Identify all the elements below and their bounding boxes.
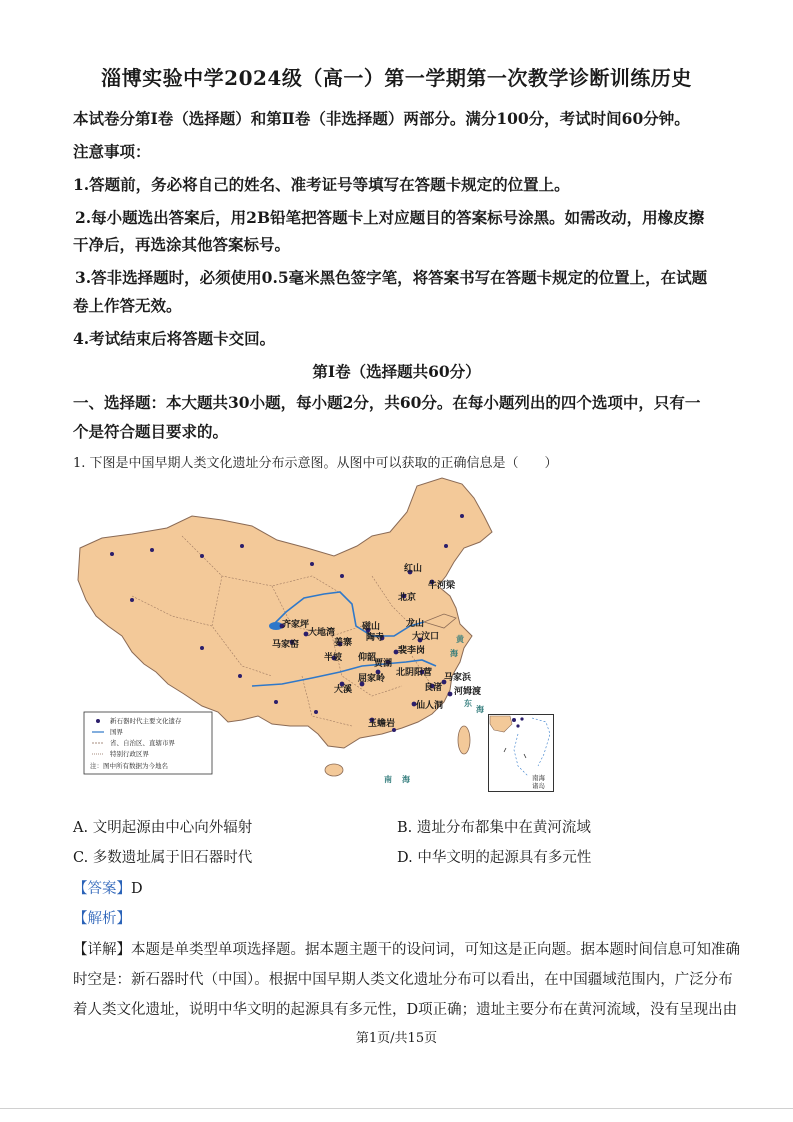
legend-entry: 省、自治区、直辖市界 (110, 739, 175, 747)
page-title: 淄博实验中学2024级（高一）第一学期第一次教学诊断训练历史 (101, 66, 692, 90)
legend-entry: 国界 (110, 728, 123, 736)
legend-entry: 注：图中所有数据为今地名 (90, 762, 168, 770)
site-marker (150, 548, 154, 552)
south-china-sea-inset (488, 714, 554, 792)
site-label: 良渚 (424, 683, 443, 693)
site-label: 红山 (404, 564, 423, 574)
hainan-island (325, 764, 343, 776)
site-marker (130, 598, 134, 602)
site-label: 大溪 (334, 685, 353, 695)
sea-label: 海 (450, 649, 458, 658)
sea-label: 海 (476, 705, 484, 714)
exam-intro: 本试卷分第Ⅰ卷（选择题）和第Ⅱ卷（非选择题）两部分。满分100分，考试时间60分钟。 (73, 109, 690, 128)
answer-value: D (131, 881, 143, 897)
sea-label: 东 (464, 699, 472, 708)
site-label: 龙山 (406, 619, 425, 629)
answer-tag: 【答案】 (73, 881, 131, 897)
site-marker (340, 574, 344, 578)
inset-label: 南海 (532, 774, 545, 782)
notice-line: 卷上作答无效。 (73, 296, 182, 315)
site-label: 河姆渡 (454, 687, 482, 697)
sea-label: 海 (402, 775, 410, 784)
site-marker (200, 646, 204, 650)
question-stem: 1. 下图是中国早期人类文化遗址分布示意图。从图中可以获取的正确信息是（ ） (73, 456, 558, 471)
site-marker (110, 552, 114, 556)
site-marker (314, 710, 318, 714)
site-label: 北京 (398, 593, 417, 603)
answer-line (73, 877, 143, 898)
page-footer: 第1页/共15页 (355, 1031, 438, 1046)
inset-label: 诸岛 (532, 782, 545, 790)
site-label: 磁山 (362, 622, 381, 632)
sea-label: 黄 (456, 635, 464, 644)
site-label: 裴李岗 (398, 646, 426, 656)
analysis-tag: 【解析】 (73, 911, 131, 927)
taiwan-island (458, 726, 470, 754)
site-marker (444, 544, 448, 548)
site-label: 牛河梁 (428, 581, 456, 591)
site-label: 陶寺 (366, 633, 385, 643)
site-label: 半坡 (324, 653, 343, 663)
site-label: 大汶口 (412, 632, 440, 642)
notice-line: 2.每小题选出答案后，用2B铅笔把答题卡上对应题目的答案标号涂黑。如需改动，用橡皮擦 (75, 208, 705, 227)
site-marker (274, 700, 278, 704)
option-c: C. 多数遗址属于旧石器时代 (73, 850, 253, 866)
map-legend (84, 712, 212, 774)
site-label: 仰韶 (358, 653, 377, 663)
option-a: A. 文明起源由中心向外辐射 (73, 820, 253, 836)
notice-line: 3.答非选择题时，必须使用0.5毫米黑色签字笔，将答案书写在答题卡规定的位置上，在试题 (75, 268, 708, 287)
detail-line: 着人类文化遗址，说明中华文明的起源具有多元性，D项正确；遗址主要分布在黄河流域，没有呈现出由 (73, 1002, 738, 1018)
site-label: 马家窑 (272, 640, 300, 650)
site-marker (240, 544, 244, 548)
detail-line: 【详解】本题是单类型单项选择题。据本题主题干的设问词，可知这是正向题。据本题时间信息可知准确 (73, 942, 740, 958)
site-marker (460, 514, 464, 518)
option-d: D. 中华文明的起源具有多元性 (397, 850, 592, 866)
site-label: 贾湖 (374, 659, 393, 669)
site-label: 马家浜 (444, 673, 472, 683)
notice-line: 4.考试结束后将答题卡交回。 (73, 329, 276, 348)
site-label: 北阴阳营 (396, 668, 433, 678)
notice-line: 1.答题前，务必将自己的姓名、准考证号等填写在答题卡规定的位置上。 (73, 175, 570, 194)
notice-line: 干净后，再选涂其他答案标号。 (73, 235, 291, 254)
detail-line: 时空是：新石器时代（中国）。根据中国早期人类文化遗址分布可以看出，在中国疆域范围内，广泛分布 (73, 972, 733, 988)
site-label: 屈家岭 (358, 674, 386, 684)
site-label: 大地湾 (308, 628, 336, 638)
section-instruction: 个是符合题目要求的。 (73, 422, 229, 441)
site-marker (200, 554, 204, 558)
legend-entry: 新石器时代主要文化遗存 (110, 717, 182, 725)
option-b: B. 遗址分布都集中在黄河流域 (397, 820, 591, 836)
sea-label: 南 (384, 775, 392, 784)
section-instruction: 一、选择题：本大题共30小题，每小题2分，共60分。在每小题列出的四个选项中，只有一 (73, 393, 701, 412)
china-neolithic-sites-map (72, 476, 558, 792)
legend-entry: 特别行政区界 (110, 750, 149, 758)
site-label: 齐家坪 (282, 620, 310, 630)
site-label: 姜寨 (334, 638, 353, 648)
site-marker (448, 692, 453, 697)
notice-heading: 注意事项： (73, 142, 151, 161)
site-label: 玉蟾岩 (368, 719, 396, 729)
site-label: 仙人洞 (416, 701, 444, 711)
section-title: 第Ⅰ卷（选择题共60分） (312, 362, 481, 381)
site-marker (238, 674, 242, 678)
bottom-rule (0, 1108, 793, 1109)
site-marker (310, 562, 314, 566)
